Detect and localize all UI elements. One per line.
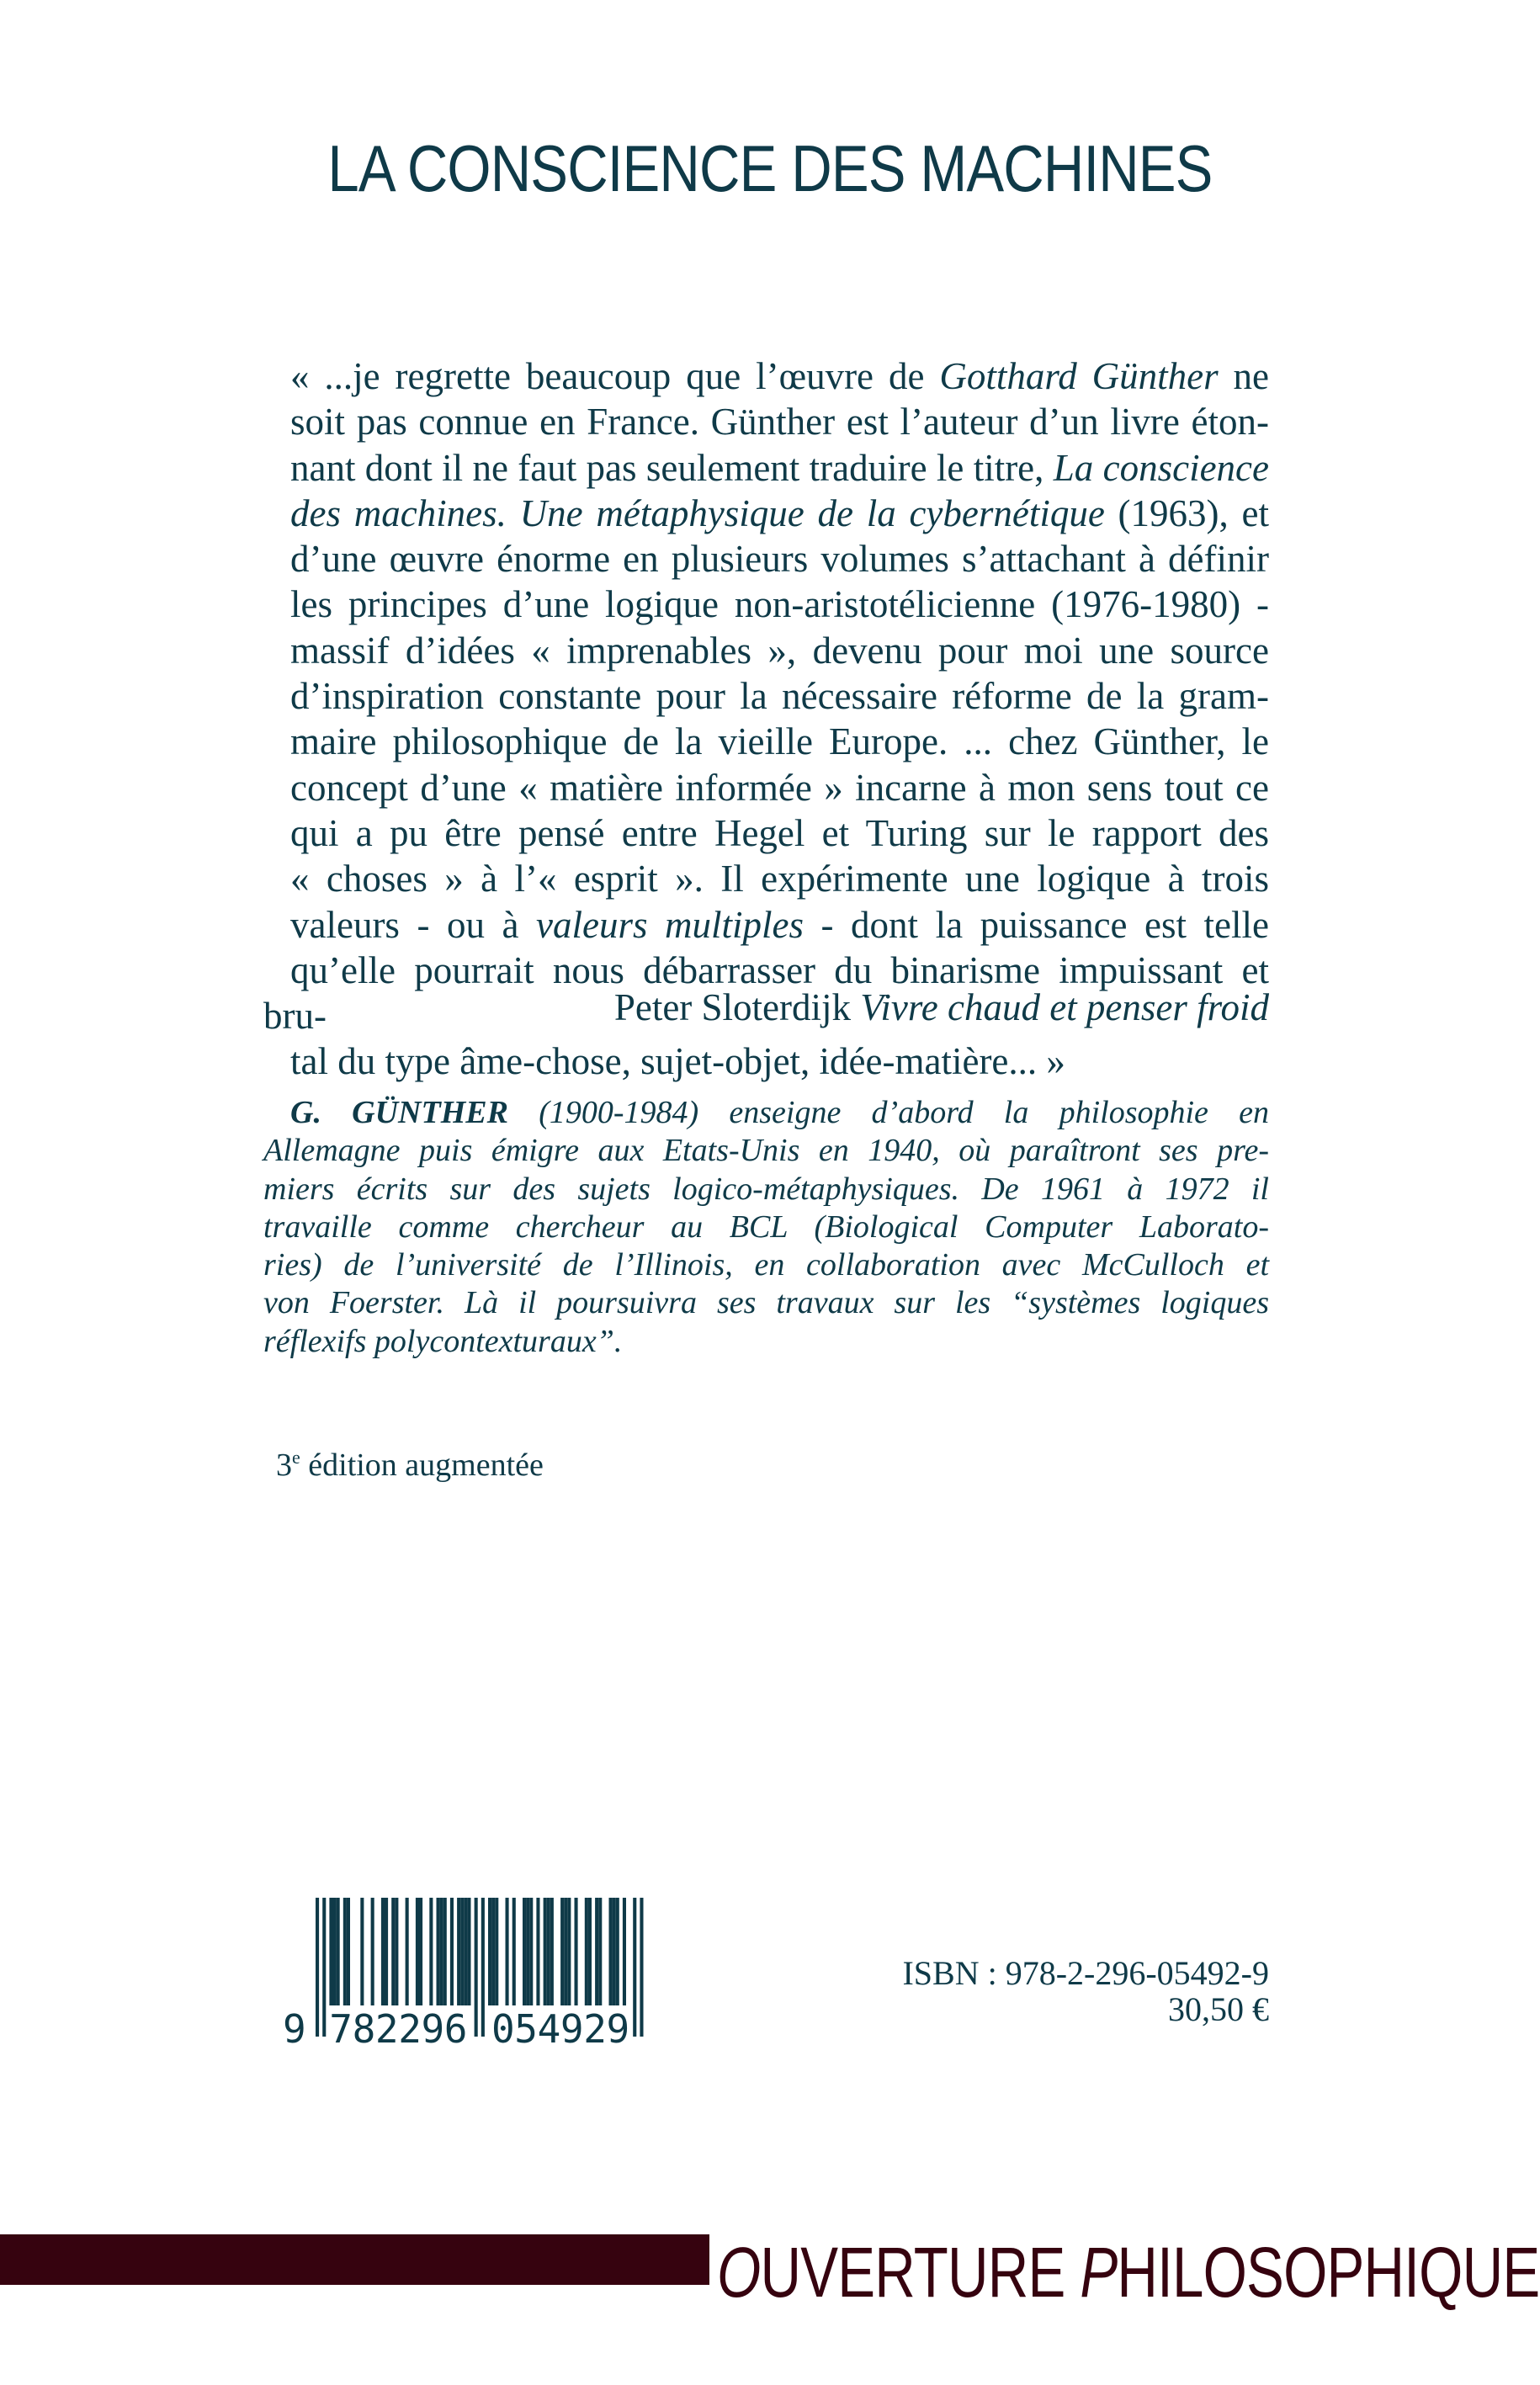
series-initial-p: P (1080, 2233, 1118, 2312)
quote-line: nant dont il ne faut pas seulement traduire le titre, La conscience (290, 446, 1269, 489)
bio-line: Allemagne puis émigre aux Etats-Unis en 1940, où paraîtront ses pre- (263, 1133, 1269, 1169)
quote-attribution (614, 985, 1269, 1030)
svg-text:054929: 054929 (491, 2006, 630, 2049)
quote-line: les principes d’une logique non-aristotélicienne (1976-1980) - (290, 583, 1269, 626)
bio-line: von Foerster. Là il poursuivra ses travaux sur les “systèmes logiques (263, 1285, 1269, 1321)
series-name (717, 2230, 1539, 2314)
series-color-band (0, 2234, 709, 2285)
edition-number: 3 (276, 1447, 292, 1483)
edition-superscript: e (292, 1447, 300, 1468)
book-title: LA CONSCIENCE DES MACHINES (327, 131, 1213, 205)
quote-line: « choses » à l’« esprit ». Il expérimente une logique à trois (290, 858, 1269, 900)
isbn-text: ISBN : 978-2-296-05492-9 (902, 1954, 1269, 1992)
bio-line: travaille comme chercheur au BCL (Biological Computer Laborato- (263, 1208, 1269, 1245)
quote-line: « ...je regrette beaucoup que l’œuvre de Gotthard Günther ne (290, 355, 1269, 397)
series-initial-o: O (717, 2233, 761, 2312)
series-word-philosophique: HILOSOPHIQUE (1117, 2233, 1540, 2312)
author-name: G. GÜNTHER (290, 1095, 539, 1130)
author-bio (263, 1094, 1269, 1361)
isbn-price-block (902, 1955, 1269, 2027)
quote-line: concept d’une « matière informée » incarne à mon sens tout ce (290, 766, 1269, 809)
attribution-work: Vivre chaud et penser froid (860, 986, 1269, 1028)
quote-line: d’une œuvre énorme en plusieurs volumes s’attachant à définir (290, 538, 1269, 581)
quote-line: valeurs - ou à valeurs multiples - dont la puissance est telle (290, 903, 1270, 946)
barcode-graphic (278, 1898, 673, 2049)
price-text: 30,50 € (1168, 1990, 1269, 2028)
quote-line: tal du type âme-chose, sujet-objet, idée-matière... » (290, 1040, 1065, 1083)
svg-text:9: 9 (283, 2006, 306, 2049)
quote-line: d’inspiration constante pour la nécessaire réforme de la gram- (290, 675, 1269, 718)
quote-line: des machines. Une métaphysique de la cybernétique (1963), et (290, 491, 1269, 534)
quote-line: qu’elle pourrait nous débarrasser du binarisme impuissant et bru- (263, 948, 1269, 1038)
bio-line: G. GÜNTHER (1900-1984) enseigne d’abord la philosophie en (290, 1095, 1269, 1130)
quote-line: soit pas connue en France. Günther est l’auteur d’un livre éton- (290, 401, 1269, 444)
bio-line: ries) de l’université de l’Illinois, en collaboration avec McCulloch et (263, 1247, 1269, 1283)
quote-line: massif d’idées « imprenables », devenu pour moi une source (290, 629, 1269, 672)
svg-text:782296: 782296 (329, 2006, 468, 2049)
series-word-ouverture: UVERTURE (760, 2233, 1065, 2312)
quote-line: maire philosophique de la vieille Europe. ... chez Günther, le (290, 720, 1269, 763)
bio-line: réflexifs polycontexturaux”. (263, 1323, 623, 1359)
quote-block (263, 353, 1269, 1085)
edition-label: édition augmentée (308, 1447, 544, 1483)
edition-note (276, 1446, 544, 1485)
attribution-author: Peter Sloterdijk (613, 986, 852, 1028)
bio-line: miers écrits sur des sujets logico-métaphysiques. De 1961 à 1972 il (263, 1171, 1269, 1207)
quote-line: qui a pu être pensé entre Hegel et Turing sur le rapport des (290, 811, 1269, 854)
barcode (278, 1898, 673, 2049)
